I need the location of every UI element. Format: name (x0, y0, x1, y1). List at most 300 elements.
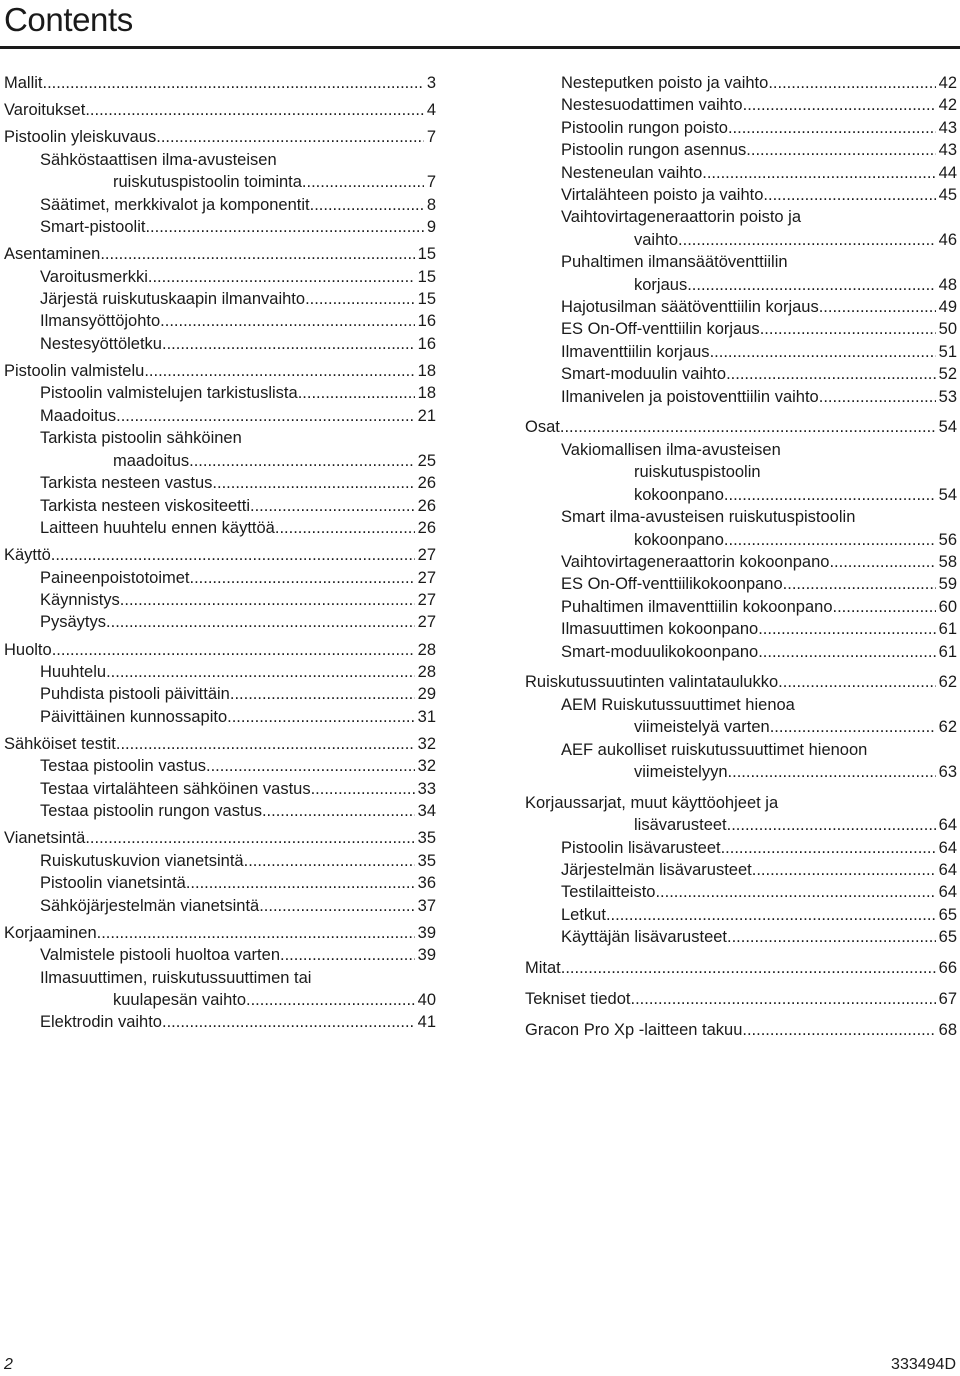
toc-entry-wrapped[interactable]: Sähköstaattisen ilma-avusteisen (40, 150, 277, 169)
toc-entry[interactable] (525, 814, 957, 836)
toc-entry-page: 43 (938, 141, 957, 160)
toc-entry-page: 53 (938, 387, 957, 406)
toc-column-right (525, 72, 957, 1041)
toc-entry-page: 63 (938, 762, 957, 781)
dot-leader (275, 517, 415, 539)
toc-entry[interactable] (525, 641, 957, 663)
dot-leader (727, 814, 936, 836)
dot-leader (212, 472, 414, 494)
title-divider (0, 46, 960, 49)
toc-entry[interactable] (4, 72, 436, 94)
dot-leader (148, 266, 415, 288)
dot-leader (162, 1011, 415, 1033)
toc-entry-title: Pistoolin rungon asennus (561, 141, 747, 160)
toc-entry-page: 42 (938, 96, 957, 115)
toc-entry-wrapped[interactable]: Puhaltimen ilmansäätöventtiilin (561, 253, 788, 272)
toc-entry-title: Valmistele pistooli huoltoa varten (40, 946, 280, 965)
toc-entry[interactable] (525, 837, 957, 859)
dot-leader (687, 274, 935, 296)
toc-entry-title: Pysäytys (40, 613, 107, 632)
toc-entry-page: 34 (417, 802, 436, 821)
toc-entry[interactable] (525, 671, 957, 693)
toc-entry-page: 39 (417, 946, 436, 965)
dot-leader (85, 827, 414, 849)
dot-leader (724, 484, 936, 506)
dot-leader (144, 360, 414, 382)
toc-entry[interactable] (525, 363, 957, 385)
toc-entry-page: 16 (417, 334, 436, 353)
toc-entry-page: 61 (938, 620, 957, 639)
dot-leader (280, 944, 415, 966)
toc-entry-title: Tekniset tiedot (525, 989, 631, 1008)
dot-leader (52, 639, 415, 661)
dot-leader (97, 922, 415, 944)
toc-entry-title: Nestesyöttöletku (40, 334, 162, 353)
toc-entry-page: 28 (417, 640, 436, 659)
toc-entry-title: Pistoolin valmistelu (4, 362, 145, 381)
dot-leader (560, 416, 936, 438)
toc-entry-page: 56 (938, 530, 957, 549)
dot-leader (116, 405, 415, 427)
dot-leader (742, 1019, 935, 1041)
toc-entry[interactable] (4, 517, 436, 539)
dot-leader (702, 162, 935, 184)
dot-leader (310, 194, 424, 216)
toc-entry-wrapped[interactable]: Tarkista pistoolin sähköinen (40, 429, 242, 448)
toc-entry-page: 60 (938, 597, 957, 616)
toc-entry-page: 27 (417, 590, 436, 609)
dot-leader (206, 755, 415, 777)
dot-leader (189, 450, 415, 472)
toc-entry[interactable] (4, 360, 436, 382)
toc-entry-title: Ilmasuuttimen kokoonpano (561, 620, 759, 639)
toc-entry[interactable] (4, 895, 436, 917)
toc-entry[interactable] (4, 706, 436, 728)
dot-leader (298, 382, 415, 404)
toc-entry[interactable] (4, 382, 436, 404)
toc-entry[interactable] (525, 988, 957, 1010)
toc-entry-title: Mitat (525, 959, 561, 977)
toc-entry-wrapped[interactable]: Vaihtovirtageneraattorin poisto ja (561, 208, 802, 227)
toc-entry[interactable] (525, 386, 957, 408)
toc-entry-title: Vaihtovirtageneraattorin kokoonpano (561, 552, 830, 571)
toc-entry-title: Pistoolin valmistelujen tarkistuslista (40, 384, 298, 403)
toc-entry-title: vaihto (634, 230, 679, 249)
toc-entry-title: Smart-moduulin vaihto (561, 365, 727, 384)
toc-entry-title: Testaa pistoolin vastus (40, 757, 207, 776)
toc-entry[interactable] (525, 551, 957, 573)
toc-entry[interactable] (525, 184, 957, 206)
toc-entry-page: 68 (938, 1020, 957, 1039)
toc-entry-page: 21 (417, 406, 436, 425)
dot-leader (311, 778, 415, 800)
toc-entry-title: Varoitukset (4, 101, 86, 120)
dot-leader (758, 618, 935, 640)
dot-leader (746, 139, 935, 161)
toc-entry[interactable] (4, 243, 436, 265)
toc-entry-title: Testaa pistoolin rungon vastus (40, 802, 262, 821)
toc-entry-title: lisävarusteet (634, 816, 727, 835)
dot-leader (162, 333, 415, 355)
toc-entry[interactable] (4, 989, 436, 1011)
toc-entry-page: 27 (417, 546, 436, 565)
toc-entry-title: maadoitus (113, 451, 190, 470)
toc-entry-page: 44 (938, 163, 957, 182)
toc-entry-page: 27 (417, 568, 436, 587)
toc-entry-title: kokoonpano (634, 530, 724, 549)
toc-entry[interactable] (525, 416, 957, 438)
toc-entry-title: Tarkista nesteen vastus (40, 474, 213, 493)
toc-entry[interactable] (4, 194, 436, 216)
toc-entry[interactable] (4, 171, 436, 193)
dot-leader (246, 989, 415, 1011)
toc-entry-title: Pistoolin yleiskuvaus (4, 128, 157, 147)
dot-leader (768, 72, 935, 94)
toc-entry-title: Asentaminen (4, 245, 101, 264)
toc-entry[interactable] (4, 1011, 436, 1033)
toc-entry-page: 54 (938, 485, 957, 504)
toc-entry-title: Osat (525, 418, 560, 437)
dot-leader (156, 126, 424, 148)
toc-entry-title: kokoonpano (634, 485, 724, 504)
toc-entry-wrapped[interactable]: Korjaussarjat, muut käyttöohjeet ja (525, 793, 779, 812)
toc-entry[interactable] (4, 495, 436, 517)
dot-leader (819, 386, 936, 408)
toc-entry-wrapped[interactable]: Vakiomallisen ilma-avusteisen (561, 440, 781, 459)
toc-entry-title: Letkut (561, 905, 606, 924)
dot-leader (728, 117, 936, 139)
toc-entry-title: Nestesuodattimen vaihto (561, 96, 743, 115)
toc-entry-title: Pistoolin lisävarusteet (561, 838, 721, 857)
toc-entry[interactable] (4, 733, 436, 755)
dot-leader (85, 99, 423, 121)
toc-entry-title: Ruiskutussuutinten valintataulukko (525, 673, 779, 692)
dot-leader (305, 288, 415, 310)
toc-entry-title: Käynnistys (40, 590, 120, 609)
toc-entry-page: 33 (417, 779, 436, 798)
toc-entry-page: 27 (417, 613, 436, 632)
toc-entry-wrapped[interactable]: Smart ilma-avusteisen ruiskutuspistoolin (561, 508, 856, 527)
dot-leader (724, 529, 936, 551)
toc-entry-title: viimeistelyyn (634, 762, 728, 781)
toc-entry-page: 67 (938, 989, 957, 1008)
toc-entry-page: 42 (938, 74, 957, 92)
toc-entry-title: Ilmanivelen ja poistoventtiilin vaihto (561, 387, 819, 406)
toc-entry-title: Nesteneulan vaihto (561, 163, 703, 182)
toc-entry-page: 9 (426, 218, 436, 237)
dot-leader (145, 216, 423, 238)
toc-entry-title: ES On-Off-venttiilikokoonpano (561, 575, 783, 594)
toc-entry-page: 4 (426, 101, 436, 120)
toc-entry-page: 54 (938, 418, 957, 437)
toc-entry[interactable] (525, 341, 957, 363)
toc-entry[interactable] (4, 661, 436, 683)
toc-entry[interactable] (525, 761, 957, 783)
toc-entry-title: Elektrodin vaihto (40, 1013, 162, 1032)
toc-entry-page: 32 (417, 757, 436, 776)
toc-entry-title: Smart-pistoolit (40, 218, 146, 237)
toc-entry-page: 31 (417, 707, 436, 726)
toc-entry-page: 29 (417, 685, 436, 704)
toc-entry-page: 46 (938, 230, 957, 249)
toc-entry-page: 64 (938, 816, 957, 835)
toc-entry-title: viimeistelyä varten (634, 718, 770, 737)
toc-entry[interactable] (4, 266, 436, 288)
toc-entry[interactable] (525, 573, 957, 595)
toc-entry[interactable] (4, 99, 436, 121)
toc-entry-title: korjaus (634, 275, 688, 294)
toc-entry[interactable] (525, 229, 957, 251)
toc-entry[interactable] (525, 117, 957, 139)
dot-leader (728, 761, 936, 783)
toc-entry-page: 58 (938, 552, 957, 571)
toc-entry-title: Huuhtelu (40, 662, 107, 681)
toc-entry-page: 43 (938, 118, 957, 137)
toc-entry[interactable] (4, 639, 436, 661)
toc-entry[interactable] (4, 288, 436, 310)
toc-entry-page: 62 (938, 673, 957, 692)
toc-entry[interactable] (525, 618, 957, 640)
toc-entry[interactable] (525, 926, 957, 948)
toc-entry-page: 26 (417, 518, 436, 537)
toc-entry[interactable] (4, 310, 436, 332)
toc-entry-title: ruiskutuspistoolin toiminta (113, 173, 302, 192)
toc-column-left (4, 72, 436, 1034)
toc-entry-title: Gracon Pro Xp -laitteen takuu (525, 1020, 743, 1039)
toc-entry[interactable] (4, 589, 436, 611)
dot-leader (743, 94, 936, 116)
toc-entry[interactable] (4, 472, 436, 494)
toc-entry-page: 15 (417, 267, 436, 286)
toc-entry-page: 66 (938, 959, 957, 977)
toc-entry-title: Korjaaminen (4, 923, 97, 942)
dot-leader (561, 957, 936, 979)
toc-entry-title: Ilmaventtiilin korjaus (561, 342, 710, 361)
toc-entry-page: 65 (938, 905, 957, 924)
toc-entry-page: 25 (417, 451, 436, 470)
toc-entry-page: 37 (417, 896, 436, 915)
toc-entry-page: 51 (938, 342, 957, 361)
toc-entry[interactable] (525, 162, 957, 184)
toc-entry[interactable] (4, 216, 436, 238)
toc-entry-title: Sähköiset testit (4, 734, 116, 753)
toc-entry-page: 32 (417, 734, 436, 753)
toc-entry[interactable] (4, 683, 436, 705)
toc-entry-title: Pistoolin vianetsintä (40, 874, 186, 893)
dot-leader (763, 184, 935, 206)
toc-entry-page: 8 (426, 195, 436, 214)
toc-entry-title: Virtalähteen poisto ja vaihto (561, 186, 764, 205)
toc-entry-page: 3 (426, 74, 436, 92)
toc-entry-title: Ilmansyöttöjohto (40, 312, 161, 331)
toc-entry-title: Smart-moduulikokoonpano (561, 642, 759, 661)
dot-leader (606, 904, 936, 926)
toc-entry-page: 50 (938, 320, 957, 339)
toc-entry-page: 15 (417, 290, 436, 309)
toc-entry-page: 45 (938, 186, 957, 205)
toc-entry[interactable] (525, 274, 957, 296)
page-title: Contents (4, 1, 133, 38)
dot-leader (770, 716, 936, 738)
footer-doc-number: 333494D (891, 1356, 956, 1373)
toc-entry-page: 26 (417, 496, 436, 515)
toc-entry[interactable] (525, 716, 957, 738)
toc-entry-page: 18 (417, 362, 436, 381)
footer-page-number: 2 (4, 1356, 13, 1373)
toc-entry[interactable] (4, 778, 436, 800)
dot-leader (758, 641, 935, 663)
toc-entry[interactable] (4, 922, 436, 944)
dot-leader (829, 551, 935, 573)
toc-entry-title: Pistoolin rungon poisto (561, 118, 728, 137)
toc-entry-wrapped[interactable]: AEM Ruiskutussuuttimet hienoa (561, 695, 795, 714)
toc-entry[interactable] (4, 850, 436, 872)
toc-entry-title: Säätimet, merkkivalot ja komponentit (40, 195, 310, 214)
dot-leader (302, 171, 424, 193)
dot-leader (833, 596, 936, 618)
dot-leader (120, 589, 415, 611)
toc-entry-page: 64 (938, 883, 957, 902)
dot-leader (819, 296, 936, 318)
toc-entry-page: 59 (938, 575, 957, 594)
toc-entry[interactable] (525, 881, 957, 903)
toc-entry-title: Varoitusmerkki (40, 267, 148, 286)
toc-entry-page: 28 (417, 662, 436, 681)
dot-leader (116, 733, 415, 755)
toc-entry-title: Testilaitteisto (561, 883, 656, 902)
toc-entry[interactable] (525, 904, 957, 926)
dot-leader (655, 881, 935, 903)
toc-entry-page: 18 (417, 384, 436, 403)
toc-entry[interactable] (4, 611, 436, 633)
toc-entry[interactable] (4, 755, 436, 777)
toc-entry[interactable] (4, 567, 436, 589)
dot-leader (778, 671, 935, 693)
toc-entry-wrapped[interactable]: AEF aukolliset ruiskutussuuttimet hienoon (561, 740, 868, 759)
toc-entry-wrapped[interactable]: ruiskutuspistoolin (634, 463, 761, 482)
toc-entry[interactable] (4, 872, 436, 894)
toc-entry[interactable] (4, 333, 436, 355)
toc-entry-page: 36 (417, 874, 436, 893)
toc-entry[interactable] (525, 72, 957, 94)
toc-entry-page: 35 (417, 851, 436, 870)
toc-entry-title: Ruiskutuskuvion vianetsintä (40, 851, 244, 870)
toc-entry[interactable] (525, 484, 957, 506)
toc-entry-title: Järjestä ruiskutuskaapin ilmanvaihto (40, 290, 306, 309)
toc-entry[interactable] (4, 800, 436, 822)
toc-entry[interactable] (525, 94, 957, 116)
toc-entry[interactable] (525, 318, 957, 340)
dot-leader (783, 573, 936, 595)
toc-entry-title: Laitteen huuhtelu ennen käyttöä (40, 518, 275, 537)
dot-leader (678, 229, 936, 251)
toc-entry[interactable] (4, 827, 436, 849)
dot-leader (630, 988, 935, 1010)
toc-entry-page: 48 (938, 275, 957, 294)
toc-entry-title: kuulapesän vaihto (113, 991, 247, 1010)
toc-entry-title: Testaa virtalähteen sähköinen vastus (40, 779, 311, 798)
dot-leader (230, 683, 415, 705)
dot-leader (227, 706, 415, 728)
toc-entry-title: Sähköjärjestelmän vianetsintä (40, 896, 260, 915)
toc-entry-title: Järjestelmän lisävarusteet (561, 860, 752, 879)
dot-leader (752, 859, 936, 881)
toc-entry-title: Nesteputken poisto ja vaihto (561, 74, 769, 92)
dot-leader (43, 72, 424, 94)
dot-leader (106, 611, 415, 633)
dot-leader (244, 850, 415, 872)
toc-entry[interactable] (4, 944, 436, 966)
dot-leader (259, 895, 414, 917)
dot-leader (710, 341, 936, 363)
toc-entry-page: 41 (417, 1013, 436, 1032)
toc-entry-title: Päivittäinen kunnossapito (40, 707, 228, 726)
dot-leader (726, 363, 936, 385)
toc-entry-page: 61 (938, 642, 957, 661)
dot-leader (106, 661, 415, 683)
toc-entry-title: Paineenpoistotoimet (40, 568, 190, 587)
toc-entry-page: 49 (938, 298, 957, 317)
toc-entry-page: 26 (417, 474, 436, 493)
toc-entry-wrapped[interactable]: Ilmasuuttimen, ruiskutussuuttimen tai (40, 968, 312, 987)
dot-leader (186, 872, 415, 894)
toc-entry-title: Käyttäjän lisävarusteet (561, 928, 728, 947)
dot-leader (250, 495, 415, 517)
toc-entry-title: Puhdista pistooli päivittäin (40, 685, 230, 704)
toc-entry-page: 35 (417, 829, 436, 848)
toc-entry-page: 39 (417, 923, 436, 942)
dot-leader (51, 544, 415, 566)
toc-entry-page: 7 (426, 173, 436, 192)
toc-entry-title: Huolto (4, 640, 52, 659)
dot-leader (262, 800, 415, 822)
dot-leader (727, 926, 936, 948)
toc-entry[interactable] (4, 405, 436, 427)
toc-entry[interactable] (525, 296, 957, 318)
toc-entry[interactable] (4, 450, 436, 472)
toc-entry-page: 62 (938, 718, 957, 737)
toc-entry[interactable] (525, 957, 957, 979)
toc-entry-title: Käyttö (4, 546, 51, 565)
toc-entry-page: 64 (938, 838, 957, 857)
toc-entry-page: 52 (938, 365, 957, 384)
toc-entry[interactable] (525, 529, 957, 551)
dot-leader (721, 837, 936, 859)
toc-entry-title: Vianetsintä (4, 829, 86, 848)
toc-entry[interactable] (525, 1019, 957, 1041)
toc-entry[interactable] (525, 139, 957, 161)
toc-entry-page: 64 (938, 860, 957, 879)
toc-entry[interactable] (525, 859, 957, 881)
toc-entry-title: Mallit (4, 74, 43, 92)
toc-entry-title: Maadoitus (40, 406, 117, 425)
dot-leader (100, 243, 414, 265)
toc-entry-title: Puhaltimen ilmaventtiilin kokoonpano (561, 597, 833, 616)
toc-entry[interactable] (4, 126, 436, 148)
dot-leader (190, 567, 415, 589)
toc-entry-title: Tarkista nesteen viskositeetti (40, 496, 251, 515)
toc-entry-title: Hajotusilman säätöventtiilin korjaus (561, 298, 819, 317)
toc-entry-title: ES On-Off-venttiilin korjaus (561, 320, 760, 339)
toc-entry[interactable] (525, 596, 957, 618)
dot-leader (160, 310, 414, 332)
dot-leader (760, 318, 936, 340)
toc-entry-page: 15 (417, 245, 436, 264)
toc-entry-page: 16 (417, 312, 436, 331)
toc-entry[interactable] (4, 544, 436, 566)
toc-entry-page: 7 (426, 128, 436, 147)
toc-entry-page: 40 (417, 991, 436, 1010)
